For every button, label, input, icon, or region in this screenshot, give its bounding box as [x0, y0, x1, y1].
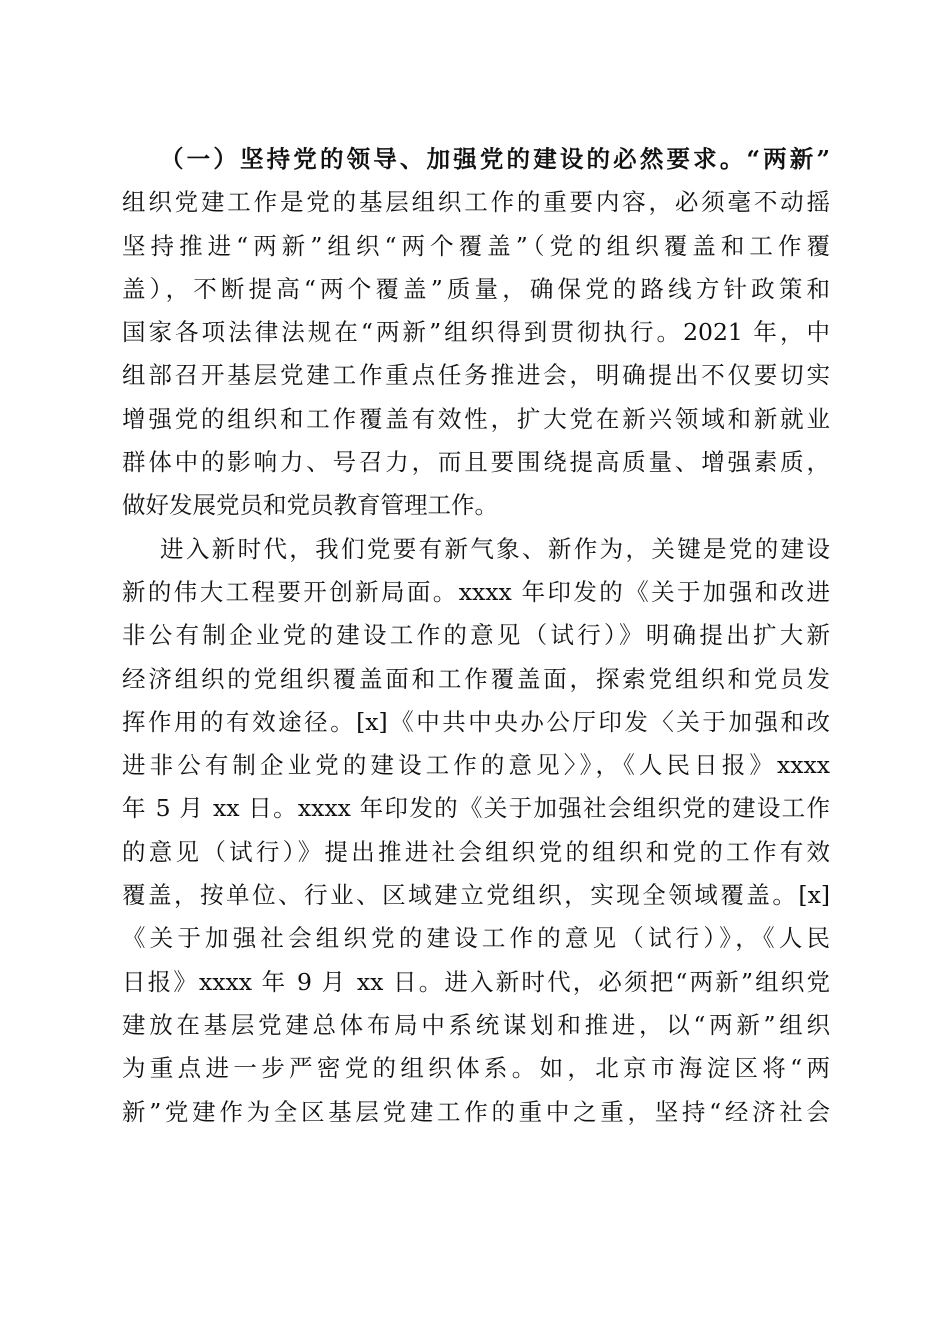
text-line: 建放在基层党建总体布局中系统谋划和推进，以“两新”组织: [122, 1010, 830, 1039]
text-line: 的意见（试行）》提出推进社会组织党的组织和党的工作有效: [122, 837, 830, 866]
text-line: 进非公有制企业党的建设工作的意见〉》，《人民日报》xxxx: [122, 751, 830, 780]
text-line: 组部召开基层党建工作重点任务推进会，明确提出不仅要切实: [122, 361, 830, 390]
text-line: 进入新时代，我们党要有新气象、新作为，关键是党的建设: [160, 534, 830, 563]
text-line: 新的伟大工程要开创新局面。xxxx 年印发的《关于加强和改进: [122, 577, 830, 606]
text-line: 组织党建工作是党的基层组织工作的重要内容，必须毫不动摇: [122, 188, 830, 217]
text-line: 《关于加强社会组织党的建设工作的意见（试行）》，《人民: [122, 924, 830, 953]
text-line: 为重点进一步严密党的组织体系。如，北京市海淀区将“两: [122, 1054, 830, 1083]
text-line: 坚持推进“两新”组织“两个覆盖”（党的组织覆盖和工作覆: [122, 231, 830, 260]
text-line: 盖），不断提高“两个覆盖”质量，确保党的路线方针政策和: [122, 274, 830, 303]
text-line: 做好发展党员和党员教育管理工作。: [122, 491, 498, 520]
text-line: 增强党的组织和工作覆盖有效性，扩大党在新兴领域和新就业: [122, 404, 830, 433]
paragraph-1: [122, 138, 830, 528]
text-line: 年 5 月 xx 日。xxxx 年印发的《关于加强社会组织党的建设工作: [122, 794, 830, 823]
paragraph-2: [122, 528, 830, 1134]
text-line: 经济组织的党组织覆盖面和工作覆盖面，探索党组织和党员发: [122, 664, 830, 693]
text-line: 日报》xxxx 年 9 月 xx 日。进入新时代，必须把“两新”组织党: [122, 967, 830, 996]
text-line: 覆盖，按单位、行业、区域建立党组织，实现全领域覆盖。[x]: [122, 881, 830, 910]
body-text: [122, 138, 830, 1134]
text-line: 新”党建作为全区基层党建工作的重中之重，坚持“经济社会: [122, 1097, 830, 1126]
text-line: 非公有制企业党的建设工作的意见（试行）》明确提出扩大新: [122, 621, 830, 650]
text-line: 国家各项法律法规在“两新”组织得到贯彻执行。2021 年，中: [122, 318, 830, 347]
text-line: 群体中的影响力、号召力，而且要围绕提高质量、增强素质，: [122, 448, 830, 477]
paragraph-heading-line: （一）坚持党的领导、加强党的建设的必然要求。“两新”: [160, 145, 830, 173]
text-line: 挥作用的有效途径。[x]《中共中央办公厅印发〈关于加强和改: [122, 707, 830, 736]
